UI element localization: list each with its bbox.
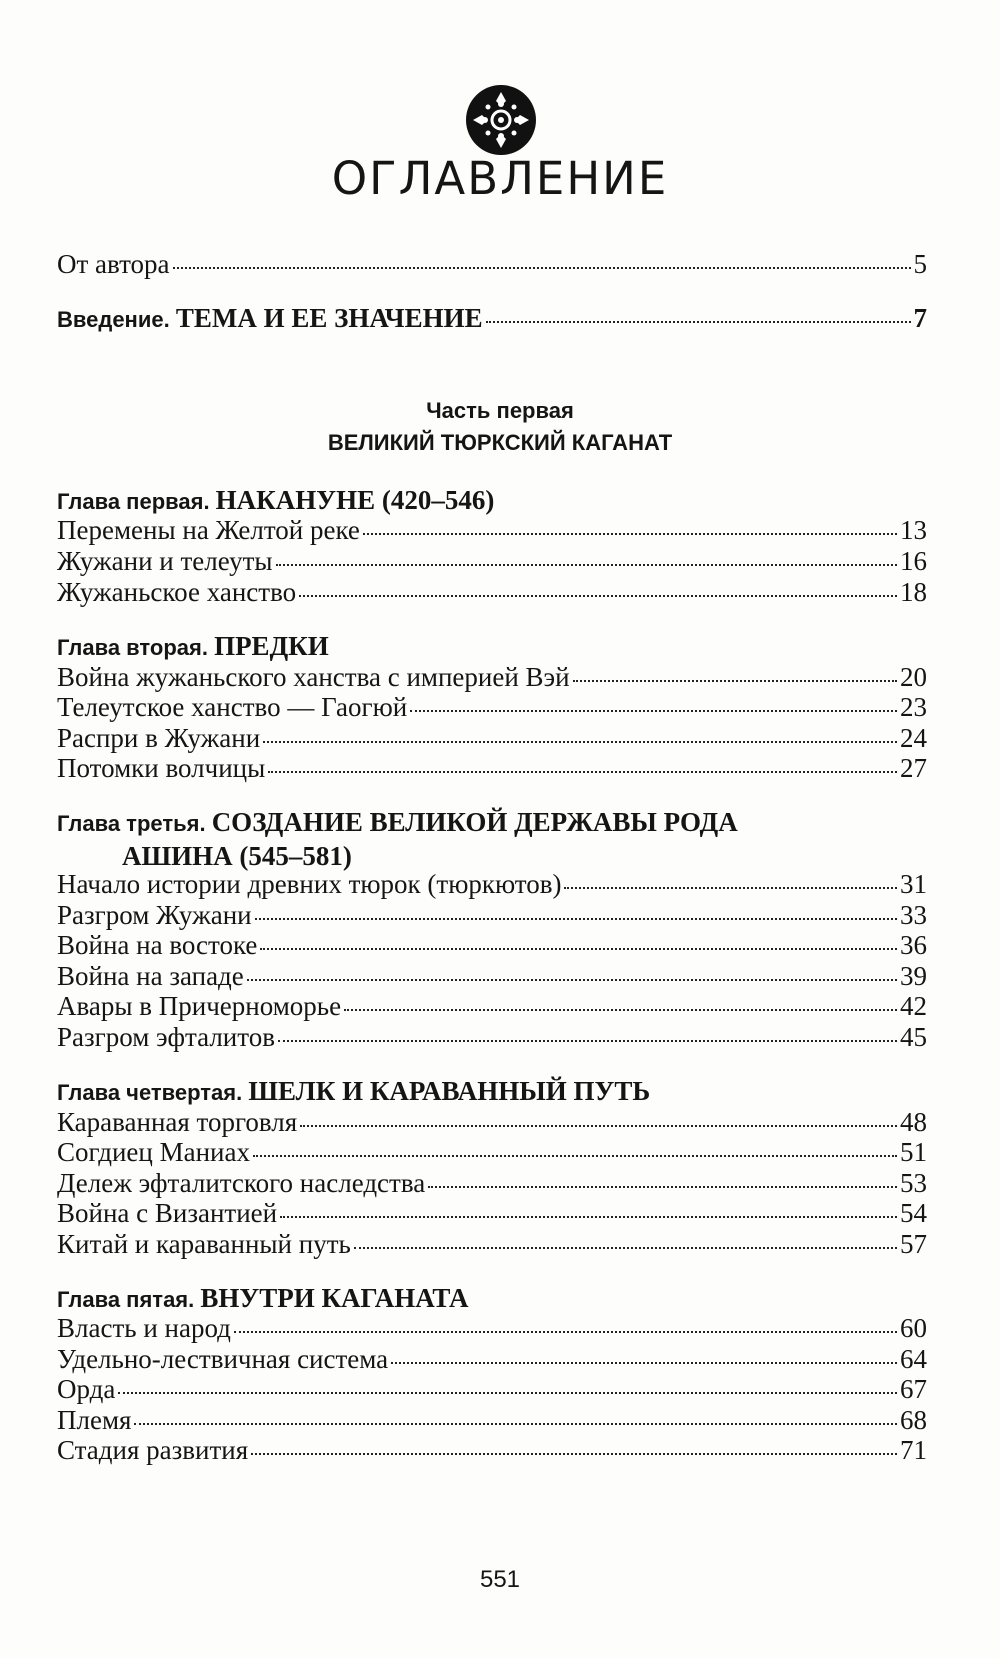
toc-entry[interactable] xyxy=(57,691,927,723)
toc-entry-page: 48 xyxy=(900,1107,927,1137)
toc-entry-author[interactable] xyxy=(57,248,927,280)
intro-prefix: Введение. xyxy=(57,307,176,332)
part-title: ВЕЛИКИЙ ТЮРКСКИЙ КАГАНАТ xyxy=(327,430,673,455)
chapter-heading[interactable] xyxy=(57,1282,937,1316)
chapter-title: ШЕЛК И КАРАВАННЫЙ ПУТЬ xyxy=(248,1076,651,1106)
toc-entry[interactable] xyxy=(57,960,927,992)
chapter-prefix: Глава вторая. xyxy=(57,635,215,660)
toc-entry[interactable] xyxy=(57,722,927,754)
toc-entry-label: Орда xyxy=(57,1374,116,1404)
toc-entry-page: 39 xyxy=(900,961,927,991)
toc-entry-page: 5 xyxy=(913,249,927,279)
toc-entry-label: Начало истории древних тюрок (тюркютов) xyxy=(57,869,562,899)
leader-dots xyxy=(118,1391,897,1394)
toc-entry-page: 18 xyxy=(900,577,927,607)
toc-entry-label: Удельно-лествичная система xyxy=(57,1344,389,1374)
toc-entry[interactable] xyxy=(57,1106,927,1138)
chapter-prefix: Глава третья. xyxy=(57,811,212,836)
leader-dots xyxy=(263,740,897,743)
leader-dots xyxy=(410,709,897,712)
toc-entry-label: Война на западе xyxy=(57,961,244,991)
chapter-prefix: Глава первая. xyxy=(57,489,216,514)
leader-dots xyxy=(573,679,897,682)
toc-entry[interactable] xyxy=(57,868,927,900)
toc-entry[interactable] xyxy=(57,1021,927,1053)
chapter-heading[interactable] xyxy=(57,484,937,518)
toc-entry-label: Война с Византией xyxy=(57,1198,278,1228)
toc-entry-label xyxy=(57,302,483,336)
leader-dots xyxy=(255,917,897,920)
toc-entry-page: 36 xyxy=(900,930,927,960)
leader-dots xyxy=(363,532,897,535)
toc-entry-page: 53 xyxy=(900,1168,927,1198)
chapter-prefix: Глава пятая. xyxy=(57,1287,201,1312)
page-title: ОГЛАВЛЕНИЕ xyxy=(331,152,669,205)
toc-entry-page: 27 xyxy=(900,753,927,783)
leader-dots xyxy=(486,320,911,323)
toc-entry-label: Караванная торговля xyxy=(57,1107,298,1137)
toc-entry[interactable] xyxy=(57,1434,927,1466)
chapter-prefix: Глава четвертая. xyxy=(57,1080,249,1105)
toc-entry-label: Власть и народ xyxy=(57,1313,231,1343)
leader-dots xyxy=(564,886,897,889)
toc-entry-label: Разгром Жужани xyxy=(57,900,252,930)
toc-entry-page: 60 xyxy=(900,1313,927,1343)
toc-entry[interactable] xyxy=(57,1404,927,1436)
toc-entry[interactable] xyxy=(57,1167,927,1199)
toc-entry[interactable] xyxy=(57,1197,927,1229)
toc-entry-page: 71 xyxy=(900,1435,927,1465)
toc-entry[interactable] xyxy=(57,752,927,784)
toc-entry-label: Война на востоке xyxy=(57,930,258,960)
toc-entry-label: Стадия развития xyxy=(57,1435,249,1465)
toc-entry-page: 23 xyxy=(900,692,927,722)
toc-entry-page: 67 xyxy=(900,1374,927,1404)
leader-dots xyxy=(173,266,911,269)
toc-entry-page: 45 xyxy=(900,1022,927,1052)
toc-entry-page: 42 xyxy=(900,991,927,1021)
toc-entry-page: 13 xyxy=(900,515,927,545)
toc-entry-label: Жужани и телеуты xyxy=(57,546,273,576)
toc-entry[interactable] xyxy=(57,661,927,693)
toc-entry-label: Жужаньское ханство xyxy=(57,577,297,607)
chapter-heading[interactable] xyxy=(57,806,937,872)
leader-dots xyxy=(134,1422,897,1425)
toc-entry-page: 31 xyxy=(900,869,927,899)
toc-entry-page: 24 xyxy=(900,723,927,753)
chapter-title: ПРЕДКИ xyxy=(214,631,329,661)
toc-entry[interactable] xyxy=(57,1228,927,1260)
toc-entry[interactable] xyxy=(57,1136,927,1168)
toc-entry[interactable] xyxy=(57,1373,927,1405)
toc-entry[interactable] xyxy=(57,990,927,1022)
toc-entry-label: Авары в Причерноморье xyxy=(57,991,342,1021)
chapter-title: СОЗДАНИЕ ВЕЛИКОЙ ДЕРЖАВЫ РОДА xyxy=(211,807,738,837)
leader-dots xyxy=(391,1361,897,1364)
ornamental-rosette-icon xyxy=(465,84,537,156)
toc-entry-page: 64 xyxy=(900,1344,927,1374)
chapter-heading[interactable] xyxy=(57,630,937,664)
toc-entry-page: 16 xyxy=(900,546,927,576)
leader-dots xyxy=(251,1452,897,1455)
leader-dots xyxy=(234,1330,897,1333)
chapter-title: НАКАНУНЕ (420–546) xyxy=(215,485,495,515)
toc-entry-page: 68 xyxy=(900,1405,927,1435)
toc-entry[interactable] xyxy=(57,1312,927,1344)
toc-entry-label: Племя xyxy=(57,1405,132,1435)
toc-entry-label: От автора xyxy=(57,249,170,279)
leader-dots xyxy=(278,1039,897,1042)
chapter-heading[interactable] xyxy=(57,1075,937,1109)
chapter-title: ВНУТРИ КАГАНАТА xyxy=(200,1283,469,1313)
toc-entry-label: Разгром эфталитов xyxy=(57,1022,275,1052)
leader-dots xyxy=(260,947,897,950)
toc-entry[interactable] xyxy=(57,576,927,608)
toc-entry-page: 54 xyxy=(900,1198,927,1228)
leader-dots xyxy=(247,978,897,981)
toc-entry-page: 33 xyxy=(900,900,927,930)
leader-dots xyxy=(268,770,897,773)
toc-entry-page: 20 xyxy=(900,662,927,692)
leader-dots xyxy=(280,1215,897,1218)
leader-dots xyxy=(253,1154,897,1157)
intro-title: ТЕМА И ЕЕ ЗНАЧЕНИЕ xyxy=(175,303,483,333)
toc-entry-page: 7 xyxy=(913,303,927,333)
leader-dots xyxy=(354,1246,897,1249)
part-number: Часть первая xyxy=(426,398,574,423)
leader-dots xyxy=(344,1008,897,1011)
toc-entry[interactable] xyxy=(57,1343,927,1375)
toc-entry-intro[interactable] xyxy=(57,302,927,336)
toc-entry-label: Телеутское ханство — Гаогюй xyxy=(57,692,408,722)
leader-dots xyxy=(276,563,897,566)
toc-entry-label: Потомки волчицы xyxy=(57,753,266,783)
toc-entry-page: 57 xyxy=(900,1229,927,1259)
toc-entry[interactable] xyxy=(57,929,927,961)
toc-entry-label: Согдиец Маниах xyxy=(57,1137,250,1167)
leader-dots xyxy=(300,1124,897,1127)
toc-entry-label: Дележ эфталитского наследства xyxy=(57,1168,426,1198)
toc-entry[interactable] xyxy=(57,899,927,931)
toc-entry-label: Перемены на Желтой реке xyxy=(57,515,360,545)
leader-dots xyxy=(428,1185,897,1188)
page-number: 551 xyxy=(479,1566,521,1593)
chapter-title-continued: АШИНА (545–581) xyxy=(122,841,352,871)
toc-entry[interactable] xyxy=(57,514,927,546)
toc-entry-page: 51 xyxy=(900,1137,927,1167)
toc-entry-label: Война жужаньского ханства с империей Вэй xyxy=(57,662,570,692)
toc-entry-label: Китай и караванный путь xyxy=(57,1229,351,1259)
toc-entry-label: Распри в Жужани xyxy=(57,723,261,753)
leader-dots xyxy=(299,594,897,597)
toc-entry[interactable] xyxy=(57,545,927,577)
